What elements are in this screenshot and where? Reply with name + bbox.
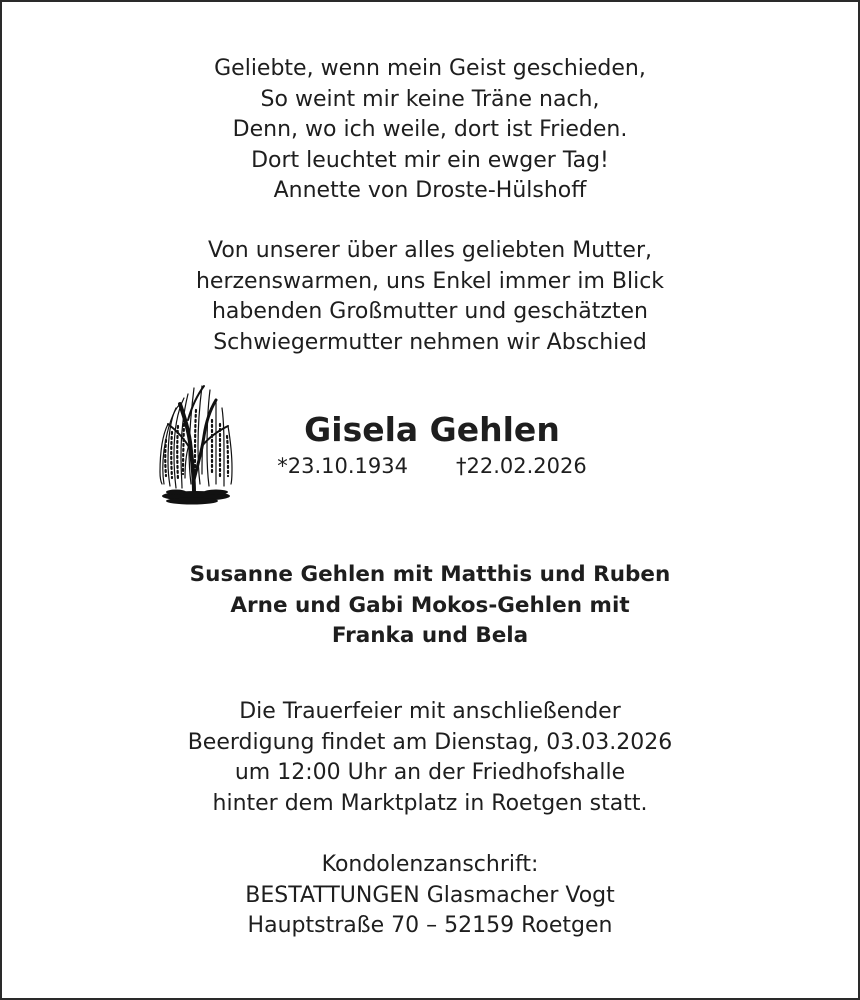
deceased-name: Gisela Gehlen [304,410,560,449]
contact-street: Hauptstraße 70 – 52159 Roetgen [247,913,613,938]
funeral-service-info [2,697,858,819]
intro-line: Von unserer über alles geliebten Mutter, [207,238,652,263]
service-line: Die Trauerfeier mit anschließender [239,699,621,724]
poem-author: Annette von Droste-Hülshoff [273,178,587,203]
willow-tree-icon [154,380,238,520]
mourners-list [2,560,858,652]
life-dates [232,450,632,482]
poem-line: Geliebte, wenn mein Geist geschieden, [214,56,646,81]
farewell-intro [2,236,858,358]
mourner-line: Franka und Bela [331,623,529,648]
service-line: Beerdigung findet am Dienstag, 03.03.2026 [187,729,673,755]
contact-label: Kondolenzanschrift: [321,852,539,877]
poem-line: Dort leuchtet mir ein ewger Tag! [251,147,609,173]
service-line: hinter dem Marktplatz in Roetgen statt. [212,790,648,816]
poem-verse [2,54,858,207]
condolence-address [2,850,858,942]
birth-date: *23.10.1934 [277,454,408,478]
poem-line: So weint mir keine Träne nach, [260,86,600,112]
service-line: um 12:00 Uhr an der Friedhofshalle [234,760,626,785]
mourner-line: Arne und Gabi Mokos-Gehlen mit [230,592,630,618]
intro-line: herzenswarmen, uns Enkel immer im Blick [195,268,665,294]
intro-line: habenden Großmutter und geschätzten [211,299,649,324]
contact-company: BESTATTUNGEN Glasmacher Vogt [245,882,615,908]
mourner-line: Susanne Gehlen mit Matthis und Ruben [189,562,671,587]
poem-line: Denn, wo ich weile, dort ist Frieden. [232,117,628,142]
intro-line: Schwiegermutter nehmen wir Abschied [213,329,647,355]
death-date: †22.02.2026 [456,454,587,478]
